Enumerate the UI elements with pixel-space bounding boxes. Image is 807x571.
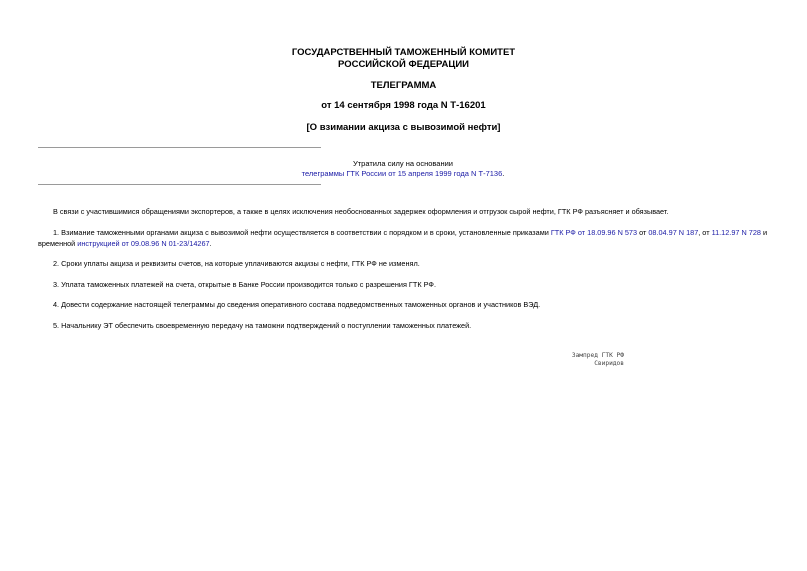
issuer-line-1: ГОСУДАРСТВЕННЫЙ ТАМОЖЕННЫЙ КОМИТЕТ	[291, 47, 516, 58]
paragraph-1-text: .	[209, 238, 212, 248]
signature-name: Свиридов	[594, 360, 624, 367]
paragraph-1-text: , от	[698, 228, 712, 237]
issuer-block	[0, 47, 807, 71]
issuer-line-2: РОССИЙСКОЙ ФЕДЕРАЦИИ	[337, 59, 469, 70]
paragraph-4: 4. Довести содержание настоящей телеграммы до сведения оперативного состава подведомственных таможенных органов и участников ВЭД.	[53, 300, 541, 309]
paragraph-5: 5. Начальнику ЭТ обеспечить своевременную передачу на таможни подтверждений о поступлении таможенных платежей.	[53, 321, 472, 330]
status-reference	[38, 169, 768, 179]
paragraph-1-text: от	[637, 228, 649, 237]
order-link-728[interactable]: 11.12.97 N 728	[711, 228, 761, 237]
document-subject: [О взимании акциза с вывозимой нефти]	[306, 122, 501, 133]
paragraph-3: 3. Уплата таможенных платежей на счета, открытые в Банке России производится только с разрешения ГТК РФ.	[53, 280, 436, 289]
paragraph-1-text: 1. Взимание таможенными органами акциза с вывозимой нефти осуществляется в соответствии с порядком и в сроки, установленные приказами	[53, 228, 551, 237]
order-link-573[interactable]: ГТК РФ от 18.09.96 N 573	[550, 228, 638, 237]
divider-bottom	[38, 184, 321, 185]
document-type: ТЕЛЕГРАММА	[370, 80, 437, 91]
status-reference-link[interactable]: телеграммы ГТК России от 15 апреля 1999 года N Т-7136	[301, 169, 503, 178]
instruction-link[interactable]: инструкцией от 09.08.96 N 01-23/14267	[77, 238, 210, 248]
paragraph-2: 2. Сроки уплаты акциза и реквизиты счетов, на которые уплачиваются акцизы с нефти, ГТК РФ не изменял.	[53, 259, 420, 268]
intro-paragraph: В связи с участившимися обращениями экспортеров, а также в целях исключения необоснованных задержек оформления и отгрузок сырой нефти, ГТК РФ разъясняет и обязывает.	[53, 207, 669, 216]
status-reference-suffix: .	[502, 169, 505, 178]
paragraph-1-text: и временной	[38, 228, 768, 248]
paragraph-1	[38, 228, 768, 249]
divider-top	[38, 147, 321, 148]
document-date-number: от 14 сентября 1998 года N Т-16201	[321, 100, 486, 111]
signature-position: Зампред ГТК РФ	[571, 352, 624, 359]
order-link-187[interactable]: 08.04.97 N 187	[648, 228, 699, 237]
status-note: Утратила силу на основании	[352, 159, 453, 168]
